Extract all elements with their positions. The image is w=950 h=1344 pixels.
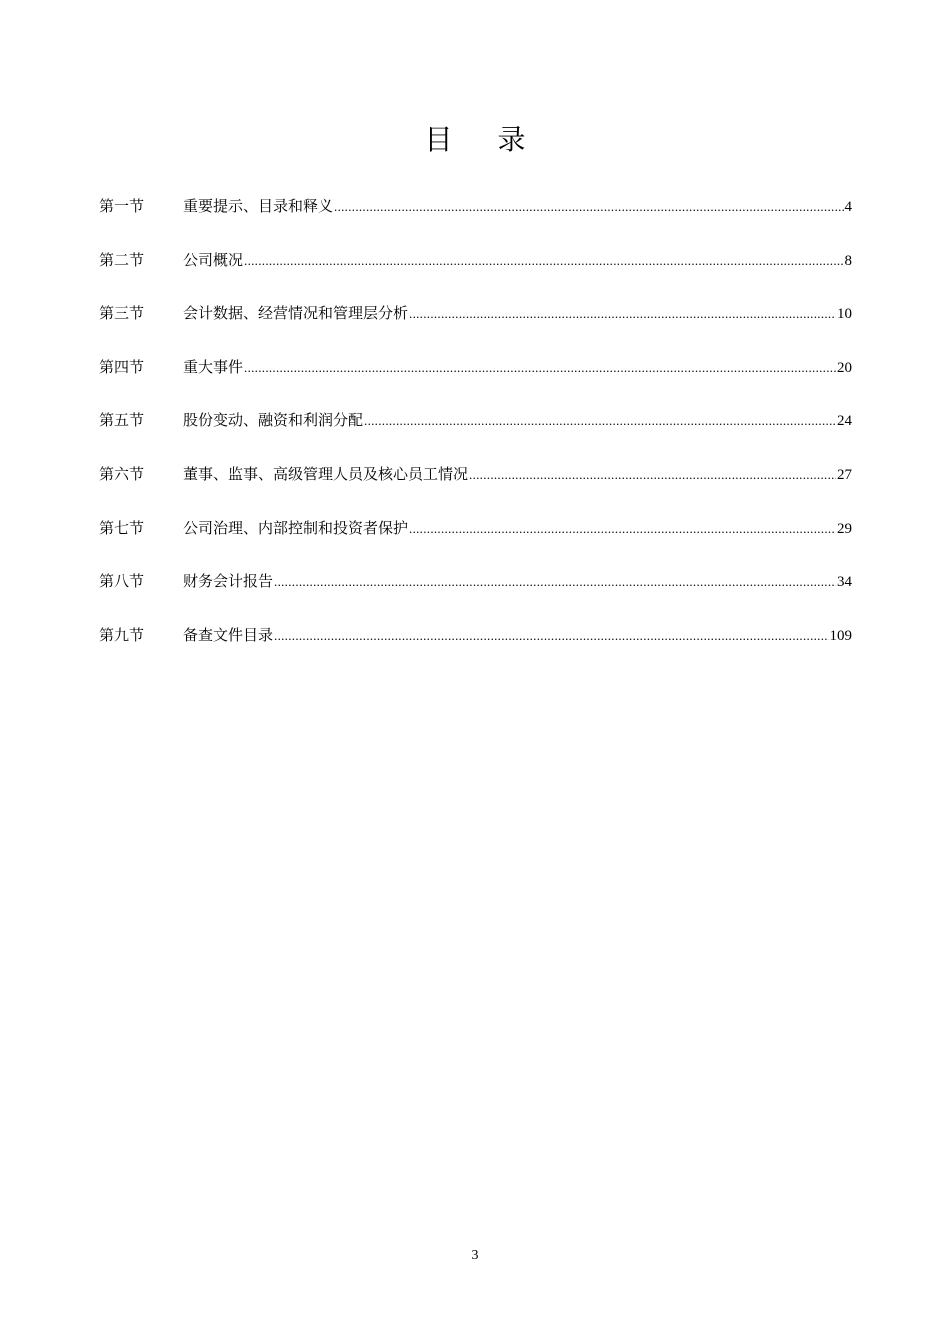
toc-page-number: 27 [837,466,852,483]
toc-dot-leader [274,623,828,649]
toc-section-name: 重大事件 [183,357,244,376]
toc-entry[interactable] [99,622,852,676]
toc-dot-leader [334,194,843,220]
toc-entry[interactable] [99,515,852,569]
toc-dot-leader [469,462,836,488]
toc-entry[interactable] [99,407,852,461]
toc-page-number: 8 [844,252,852,269]
toc-page-number: 10 [837,306,852,323]
toc-entry[interactable] [99,247,852,301]
toc-dot-leader [409,301,836,327]
toc-entry[interactable] [99,461,852,515]
page-number: 3 [471,1248,479,1263]
toc-section-label: 第三节 [99,304,145,323]
toc-section-name: 备查文件目录 [183,625,274,644]
toc-entry[interactable] [99,568,852,622]
toc-entry[interactable] [99,300,852,354]
toc-section-name: 公司治理、内部控制和投资者保护 [183,518,409,537]
toc-section-name: 公司概况 [183,250,244,269]
toc-dot-leader [364,408,836,434]
toc-section-label: 第九节 [99,625,145,644]
toc-section-name: 股份变动、融资和利润分配 [183,411,364,430]
toc-section-label: 第六节 [99,464,145,483]
toc-dot-leader [409,516,836,542]
toc-page-number: 24 [837,413,852,430]
toc-entry[interactable] [99,354,852,408]
toc-page-number: 34 [837,574,852,591]
toc-dot-leader [244,355,836,381]
toc-dot-leader [274,569,836,595]
toc-section-name: 财务会计报告 [183,572,274,591]
toc-page-number: 20 [837,359,852,376]
toc-section-name: 会计数据、经营情况和管理层分析 [183,304,409,323]
toc-section-name: 重要提示、目录和释义 [183,197,334,215]
toc-section-label: 第一节 [99,197,145,215]
toc-entry[interactable] [99,193,852,247]
toc-page-number: 29 [837,520,852,537]
toc-page-number: 109 [829,627,852,644]
toc-dot-leader [244,248,843,274]
toc-section-label: 第七节 [99,518,145,537]
toc-section-label: 第八节 [99,572,145,591]
toc-section-label: 第五节 [99,411,145,430]
toc-section-label: 第二节 [99,250,145,269]
table-of-contents [99,193,852,675]
toc-section-name: 董事、监事、高级管理人员及核心员工情况 [183,464,469,483]
toc-page-number: 4 [844,199,852,215]
page-title: 目 录 [424,123,544,156]
toc-section-label: 第四节 [99,357,145,376]
